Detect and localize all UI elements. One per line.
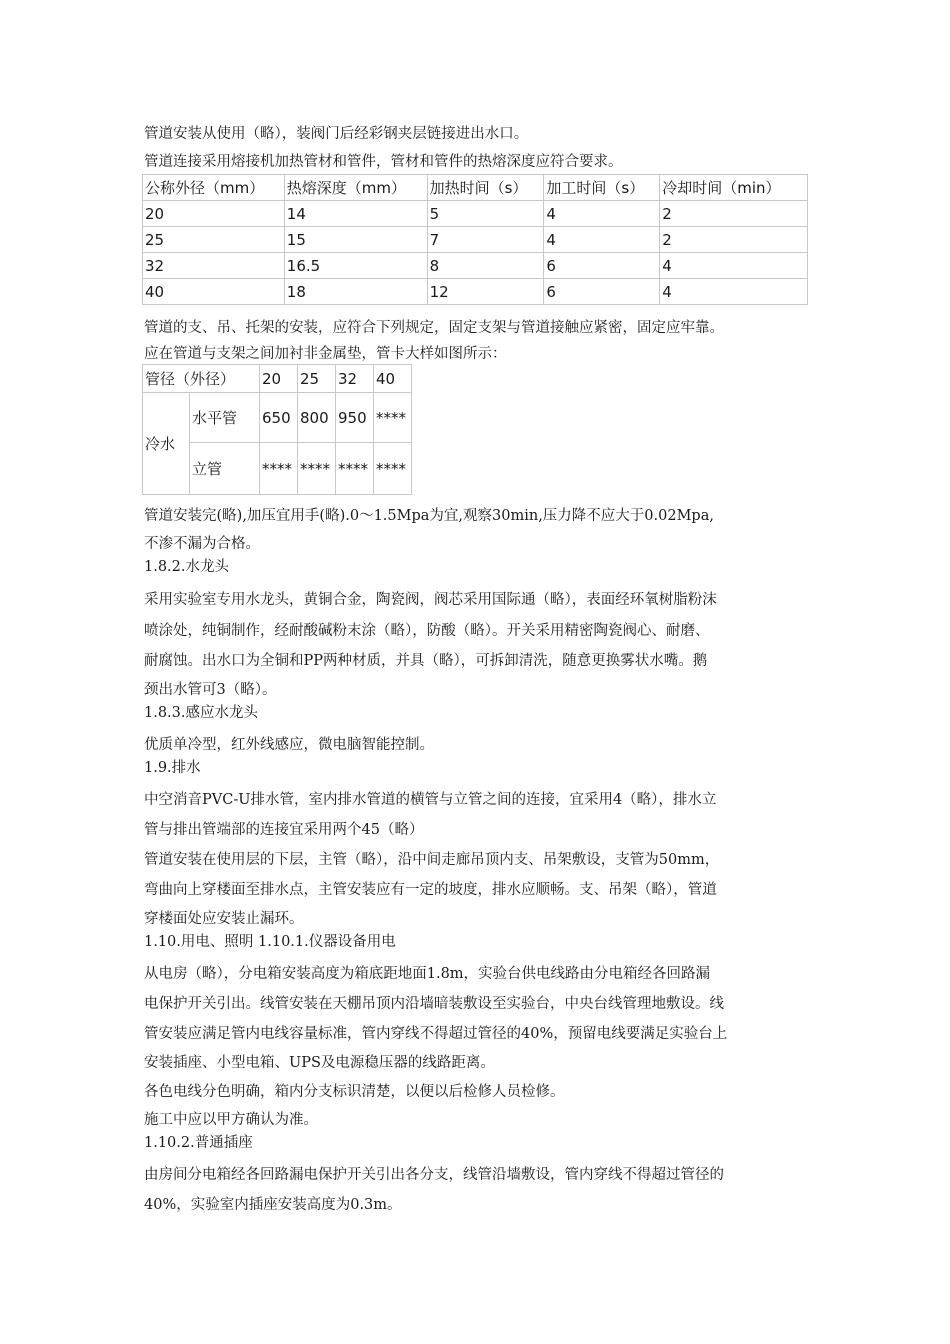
table-cell: ****	[298, 443, 336, 495]
paragraph: 优质单冷型，红外线感应，微电脑智能控制。	[144, 737, 434, 753]
paragraph: 不渗不漏为合格。	[144, 536, 260, 552]
table-cell: 950	[336, 393, 374, 443]
hot-melt-table	[142, 174, 808, 305]
table-cell: 18	[284, 279, 427, 305]
table-cell: 4	[660, 253, 808, 279]
table-header-cell: 加工时间（s）	[544, 175, 660, 201]
table-header-cell: 管径（外径）	[143, 365, 260, 393]
table-row	[143, 201, 808, 227]
paragraph: 管道的支、吊、托架的安装，应符合下列规定，固定支架与管道接触应紧密，固定应牢靠。	[144, 320, 724, 336]
table-cell: 4	[544, 227, 660, 253]
table-cell: 4	[544, 201, 660, 227]
paragraph: 弯曲向上穿楼面至排水点，主管安装应有一定的坡度，排水应顺畅。支、吊架（略），管道	[144, 882, 717, 898]
table-row	[143, 227, 808, 253]
paragraph: 安装插座、小型电箱、UPS及电源稳压器的线路距离。	[144, 1055, 495, 1071]
table-row	[143, 253, 808, 279]
paragraph: 各色电线分色明确，箱内分支标识清楚，以便以后检修人员检修。	[144, 1084, 565, 1100]
section-heading: 1.8.3.感应水龙头	[144, 705, 259, 721]
paragraph: 耐腐蚀。出水口为全铜和PP两种材质，并具（略），可拆卸清洗，随意更换雾状水嘴。鹅	[144, 653, 708, 669]
table-cell: 2	[660, 201, 808, 227]
paragraph: 管与排出管端部的连接宜采用两个45（略）	[144, 822, 424, 838]
table-cell: 650	[260, 393, 298, 443]
table-cell: ****	[336, 443, 374, 495]
table-cell: 12	[427, 279, 544, 305]
table-header-cell: 热熔深度（mm）	[284, 175, 427, 201]
paragraph: 管道安装完(略),加压宜用手(略).0～1.5Mpa为宜,观察30min,压力降不应大于0.02Mpa,	[144, 508, 714, 524]
table-header-cell: 25	[298, 365, 336, 393]
paragraph: 施工中应以甲方确认为准。	[144, 1112, 318, 1128]
paragraph: 40%，实验室内插座安装高度为0.3m。	[144, 1197, 402, 1213]
table-row-label: 立管	[190, 443, 260, 495]
table-header-row	[143, 365, 412, 393]
table-header-cell: 32	[336, 365, 374, 393]
table-header-cell: 加热时间（s）	[427, 175, 544, 201]
table-cell: 5	[427, 201, 544, 227]
paragraph: 管道安装从使用（略），装阀门后经彩钢夹层链接进出水口。	[144, 126, 529, 142]
pipe-clamp-table	[142, 364, 412, 495]
table-cell: 25	[143, 227, 285, 253]
table-cell: 6	[544, 253, 660, 279]
section-heading: 1.9.排水	[144, 760, 201, 776]
table-row	[143, 279, 808, 305]
table-cell: 15	[284, 227, 427, 253]
section-heading: 1.8.2.水龙头	[144, 559, 230, 575]
paragraph: 颈出水管可3（略）。	[144, 682, 277, 698]
paragraph: 中空消音PVC-U排水管，室内排水管道的横管与立管之间的连接，宜采用4（略），排水立	[144, 792, 717, 808]
section-heading: 1.10.用电、照明 1.10.1.仪器设备用电	[144, 934, 396, 950]
table-cell: 32	[143, 253, 285, 279]
paragraph: 管安装应满足管内电线容量标准，管内穿线不得超过管径的40%，预留电线要满足实验台上	[144, 1026, 728, 1042]
paragraph: 由房间分电箱经各回路漏电保护开关引出各分支，线管沿墙敷设，管内穿线不得超过管径的	[144, 1167, 724, 1183]
table-cell: 20	[143, 201, 285, 227]
table-header-cell: 20	[260, 365, 298, 393]
table-cell: 7	[427, 227, 544, 253]
paragraph: 应在管道与支架之间加衬非金属垫，管卡大样如图所示：	[144, 346, 507, 362]
paragraph: 电保护开关引出。线管安装在天棚吊顶内沿墙暗装敷设至实验台，中央台线管理地敷设。线	[144, 996, 724, 1012]
table-header-row	[143, 175, 808, 201]
table-cell: 800	[298, 393, 336, 443]
table-cell: 14	[284, 201, 427, 227]
table-cell: 8	[427, 253, 544, 279]
table-cell: 6	[544, 279, 660, 305]
paragraph: 穿楼面处应安装止漏环。	[144, 911, 304, 927]
table-row-label: 水平管	[190, 393, 260, 443]
table-cell: ****	[374, 443, 412, 495]
table-header-cell: 冷却时间（min）	[660, 175, 808, 201]
paragraph: 喷涂处，纯铜制作，经耐酸碱粉末涂（略），防酸（略）。开关采用精密陶瓷阀心、耐磨、	[144, 623, 710, 639]
table-cell: 4	[660, 279, 808, 305]
paragraph: 从电房（略），分电箱安装高度为箱底距地面1.8m，实验台供电线路由分电箱经各回路漏	[144, 966, 711, 982]
table-header-cell: 40	[374, 365, 412, 393]
paragraph: 管道连接采用熔接机加热管材和管件，管材和管件的热熔深度应符合要求。	[144, 154, 623, 170]
section-heading: 1.10.2.普通插座	[144, 1135, 253, 1151]
table-cell: ****	[374, 393, 412, 443]
table-group-cell: 冷水	[143, 393, 190, 495]
paragraph: 管道安装在使用层的下层，主管（略），沿中间走廊吊顶内支、吊架敷设，支管为50mm，	[144, 852, 720, 868]
table-cell: 16.5	[284, 253, 427, 279]
table-cell: 2	[660, 227, 808, 253]
paragraph: 采用实验室专用水龙头，黄铜合金，陶瓷阀，阀芯采用国际通（略），表面经环氧树脂粉沫	[144, 592, 717, 608]
table-cell: 40	[143, 279, 285, 305]
table-cell: ****	[260, 443, 298, 495]
table-row	[143, 393, 412, 443]
table-header-cell: 公称外径（mm）	[143, 175, 285, 201]
